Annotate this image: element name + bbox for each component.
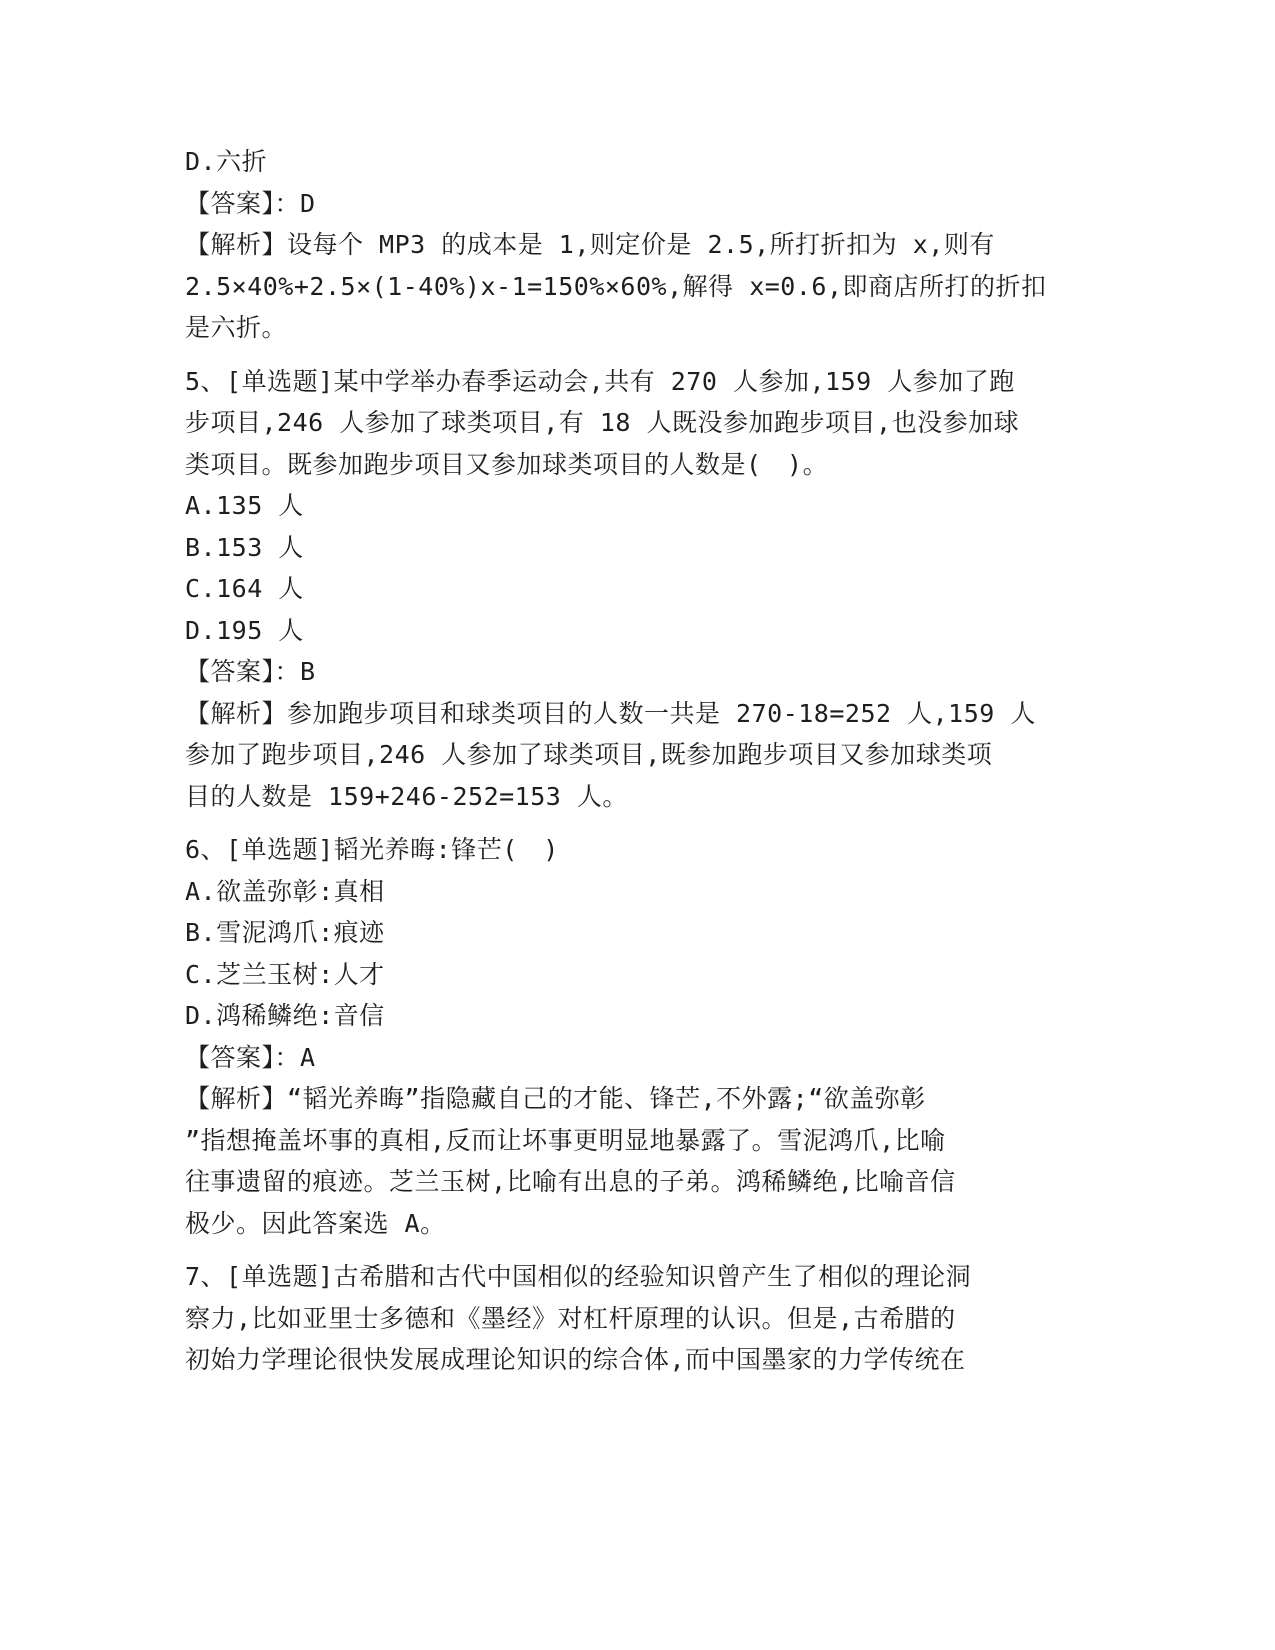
spacer [185, 1244, 1075, 1256]
q4-analysis-line: 是六折。 [185, 313, 288, 342]
q6-analysis-line: 【解析】“韬光养晦”指隐藏自己的才能、锋芒,不外露;“欲盖弥彰 [185, 1084, 926, 1113]
q4-answer: 【答案】：D [185, 188, 316, 218]
q4-option-d: D.六折 [185, 147, 268, 176]
q6-stem-line: 6、[单选题]韬光养晦:锋芒( ) [185, 835, 559, 864]
q7-stem-line: 初始力学理论很快发展成理论知识的综合体,而中国墨家的力学传统在 [185, 1345, 966, 1374]
q5-stem-line: 5、[单选题]某中学举办春季运动会,共有 270 人参加,159 人参加了跑 [185, 366, 1015, 396]
q7-stem-line: 7、[单选题]古希腊和古代中国相似的经验知识曾产生了相似的理论洞 [185, 1262, 972, 1291]
q4-analysis-line: 2.5×40%+2.5×(1-40%)x-1=150%×60%,解得 x=0.6,即商店所打的折扣 [185, 271, 1047, 301]
q6-option-a: A.欲盖弥彰:真相 [185, 876, 385, 906]
q5-stem-line: 步项目,246 人参加了球类项目,有 18 人既没参加跑步项目,也没参加球 [185, 408, 1020, 437]
q4-analysis-line: 【解析】设每个 MP3 的成本是 1,则定价是 2.5,所打折扣为 x,则有 [185, 230, 995, 259]
q7-stem-line: 察力,比如亚里士多德和《墨经》对杠杆原理的认识。但是,古希腊的 [185, 1303, 956, 1333]
document-page [185, 141, 1075, 1381]
q6-option-c: C.芝兰玉树:人才 [185, 959, 385, 989]
spacer [185, 349, 1075, 361]
spacer [185, 817, 1075, 829]
q6-analysis-line: ”指想掩盖坏事的真相,反而让坏事更明显地暴露了。雪泥鸿爪,比喻 [185, 1125, 946, 1155]
q5-answer: 【答案】：B [185, 657, 316, 686]
q6-option-d: D.鸿稀鳞绝:音信 [185, 1001, 385, 1030]
q6-option-b: B.雪泥鸿爪:痕迹 [185, 918, 385, 947]
q5-option-c: C.164 人 [185, 574, 304, 603]
q6-analysis-line: 往事遗留的痕迹。芝兰玉树,比喻有出息的子弟。鸿稀鳞绝,比喻音信 [185, 1167, 956, 1196]
q5-stem-line: 类项目。既参加跑步项目又参加球类项目的人数是( )。 [185, 449, 829, 479]
q5-analysis-line: 目的人数是 159+246-252=153 人。 [185, 781, 628, 811]
q5-analysis-line: 参加了跑步项目,246 人参加了球类项目,既参加跑步项目又参加球类项 [185, 740, 993, 769]
q5-option-b: B.153 人 [185, 532, 304, 562]
q5-option-a: A.135 人 [185, 491, 304, 520]
q6-answer: 【答案】：A [185, 1042, 316, 1072]
q5-option-d: D.195 人 [185, 615, 304, 645]
q5-analysis-line: 【解析】参加跑步项目和球类项目的人数一共是 270-18=252 人,159 人 [185, 698, 1036, 728]
q6-analysis-line: 极少。因此答案选 A。 [185, 1208, 446, 1238]
